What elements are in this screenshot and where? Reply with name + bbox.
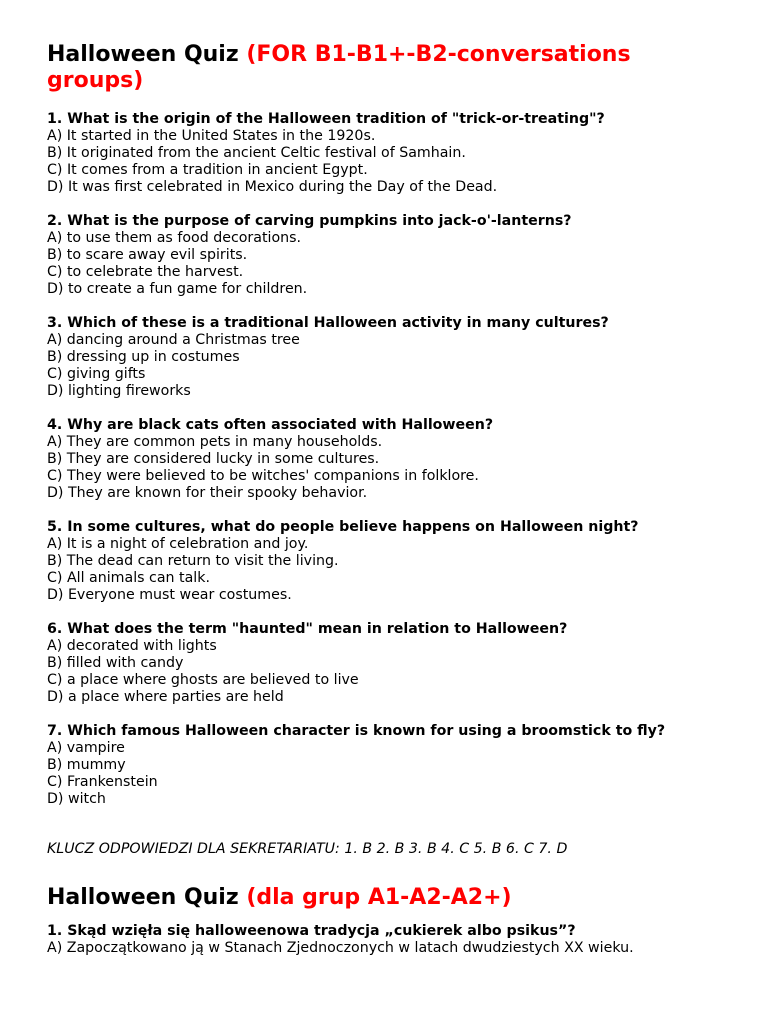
answer-option: C) to celebrate the harvest.	[47, 264, 244, 280]
answer-option: B) mummy	[47, 757, 126, 773]
quiz1-title	[47, 42, 687, 94]
answer-option: A) It is a night of celebration and joy.	[47, 536, 309, 552]
answer-option: B) The dead can return to visit the living.	[47, 553, 339, 569]
quiz1-question-5	[47, 519, 747, 604]
answer-option: A) decorated with lights	[47, 638, 217, 654]
quiz2-title-accent: (dla grup A1-A2-A2+)	[246, 885, 512, 910]
answer-option: A) They are common pets in many households.	[47, 434, 383, 450]
quiz1-title-accent: (FOR B1-B1+-B2-conversations groups)	[47, 42, 631, 93]
quiz1-question-1	[47, 111, 747, 196]
answer-option: C) a place where ghosts are believed to live	[47, 672, 359, 688]
answer-option: C) They were believed to be witches' companions in folklore.	[47, 468, 479, 484]
question-text: 7. Which famous Halloween character is known for using a broomstick to fly?	[47, 723, 666, 739]
answer-option: A) vampire	[47, 740, 125, 756]
answer-option: B) It originated from the ancient Celtic festival of Samhain.	[47, 145, 466, 161]
answer-option: B) filled with candy	[47, 655, 184, 671]
answer-option: C) giving gifts	[47, 366, 146, 382]
quiz1-question-2	[47, 213, 747, 298]
quiz1-question-3	[47, 315, 747, 400]
answer-option: B) They are considered lucky in some cultures.	[47, 451, 380, 467]
answer-option: A) to use them as food decorations.	[47, 230, 302, 246]
answer-option: D) It was first celebrated in Mexico during the Day of the Dead.	[47, 179, 498, 195]
answer-option: D) a place where parties are held	[47, 689, 284, 705]
answer-key: KLUCZ ODPOWIEDZI DLA SEKRETARIATU: 1. B 2. B 3. B 4. C 5. B 6. C 7. D	[47, 841, 568, 857]
question-text: 1. What is the origin of the Halloween tradition of "trick-or-treating"?	[47, 111, 605, 127]
question-text: 1. Skąd wzięła się halloweenowa tradycja „cukierek albo psikus”?	[47, 923, 576, 939]
answer-option: A) It started in the United States in the 1920s.	[47, 128, 376, 144]
answer-option: B) dressing up in costumes	[47, 349, 240, 365]
answer-option: C) All animals can talk.	[47, 570, 210, 586]
quiz2-question-1	[47, 923, 747, 957]
answer-option: D) They are known for their spooky behavior.	[47, 485, 368, 501]
answer-option: D) witch	[47, 791, 106, 807]
answer-option: C) It comes from a tradition in ancient Egypt.	[47, 162, 368, 178]
quiz2-title	[47, 885, 747, 911]
answer-option: B) to scare away evil spirits.	[47, 247, 248, 263]
quiz1-question-4	[47, 417, 747, 502]
quiz1-question-6	[47, 621, 747, 706]
answer-option: D) Everyone must wear costumes.	[47, 587, 292, 603]
question-text: 2. What is the purpose of carving pumpkins into jack-o'-lanterns?	[47, 213, 572, 229]
answer-option: A) Zapoczątkowano ją w Stanach Zjednoczonych w latach dwudziestych XX wieku.	[47, 940, 634, 956]
quiz1-question-7	[47, 723, 747, 808]
answer-option: A) dancing around a Christmas tree	[47, 332, 300, 348]
question-text: 6. What does the term "haunted" mean in relation to Halloween?	[47, 621, 568, 637]
answer-option: D) lighting fireworks	[47, 383, 191, 399]
question-text: 3. Which of these is a traditional Halloween activity in many cultures?	[47, 315, 609, 331]
quiz2-title-main: Halloween Quiz	[47, 885, 239, 910]
quiz1-title-main: Halloween Quiz	[47, 42, 239, 67]
question-text: 5. In some cultures, what do people believe happens on Halloween night?	[47, 519, 639, 535]
document-page	[47, 42, 747, 957]
answer-option: D) to create a fun game for children.	[47, 281, 308, 297]
question-text: 4. Why are black cats often associated with Halloween?	[47, 417, 494, 433]
answer-option: C) Frankenstein	[47, 774, 158, 790]
